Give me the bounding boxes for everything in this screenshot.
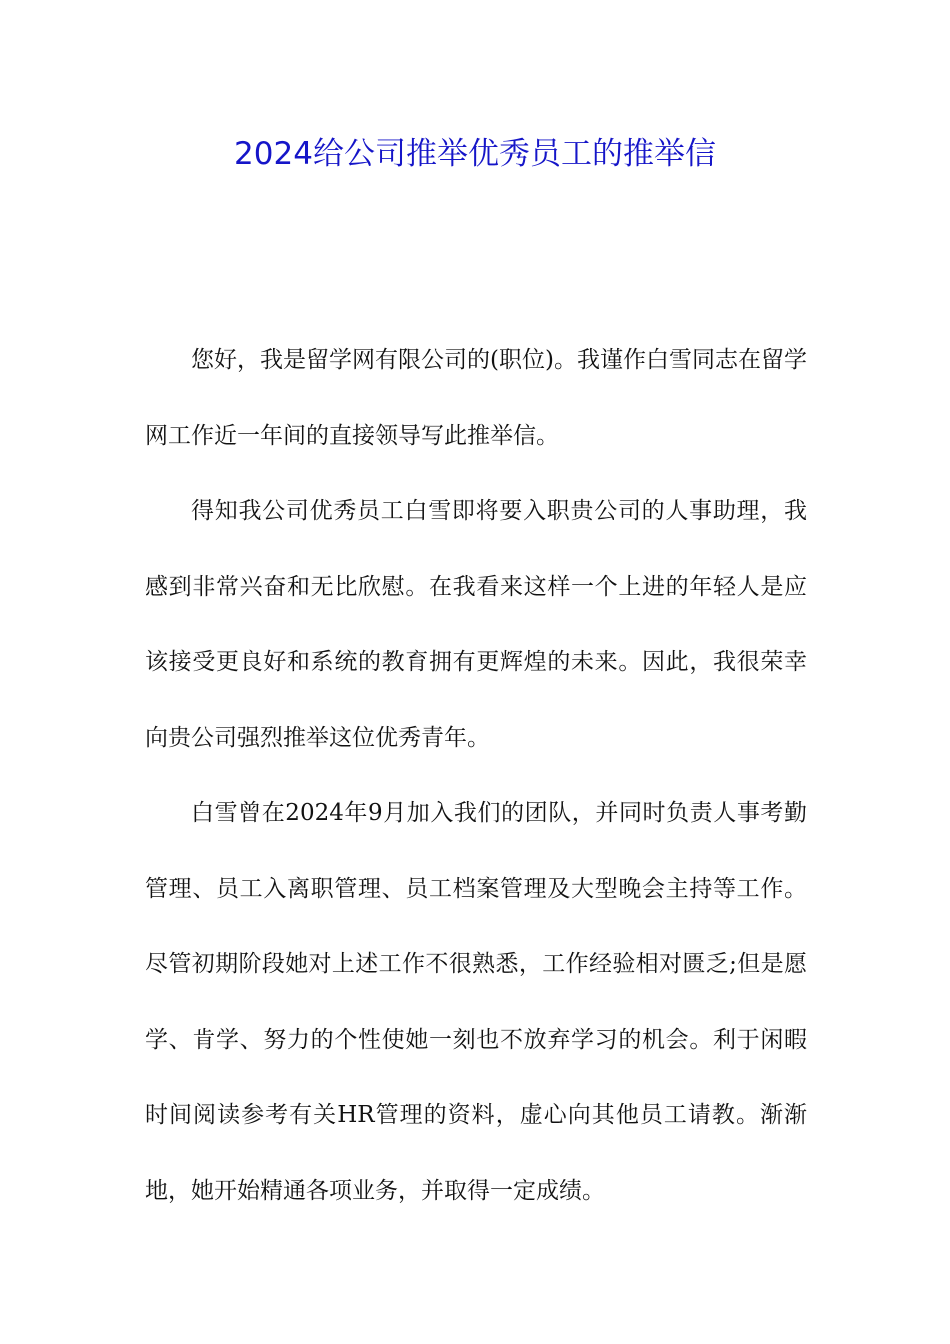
- paragraph-greeting: 您好，我是留学网有限公司的(职位)。我谨作白雪同志在留学网工作近一年间的直接领导写此推举信。: [145, 347, 807, 449]
- document-title: 2024给公司推举优秀员工的推举信: [234, 136, 716, 172]
- document-body: [145, 323, 807, 1229]
- paragraph-recommendation: 得知我公司优秀员工白雪即将要入职贵公司的人事助理，我感到非常兴奋和无比欣慰。在我看来这样一个上进的年轻人是应该接受更良好和系统的教育拥有更辉煌的未来。因此，我很荣幸向贵公司强烈推举这位优秀青年。: [145, 498, 807, 751]
- paragraph-work-history: 白雪曾在2024年9月加入我们的团队，并同时负责人事考勤管理、员工入离职管理、员工档案管理及大型晚会主持等工作。尽管初期阶段她对上述工作不很熟悉，工作经验相对匮乏;但是愿学、肯学、努力的个性使她一刻也不放弃学习的机会。利于闲暇时间阅读参考有关HR管理的资料，虚心向其他员工请教。渐渐地，她开始精通各项业务，并取得一定成绩。: [145, 800, 807, 1204]
